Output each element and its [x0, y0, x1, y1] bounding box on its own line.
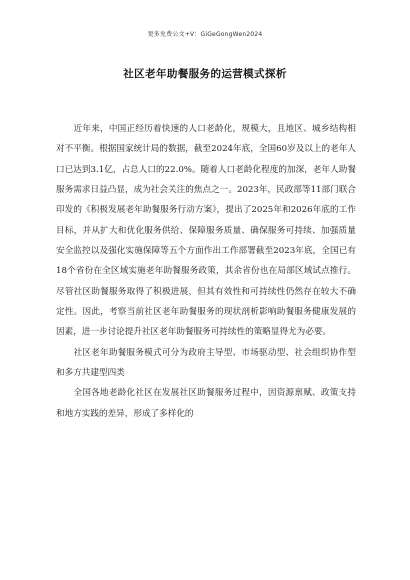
paragraph-intro: 近年来，中国正经历着快速的人口老龄化，规模大，且地区、城乡结构相对不平衡。根据国家统计局的数据，截至2024年底，全国60岁及以上的老年人口已达到3.1亿，占总人口的22.0%。随着人口老龄化程度的加深，老年人助餐服务需求日益凸显，成为社会关注的焦点之一。2023年，民政部等11部门联合印发的《积极发展老年助餐服务行动方案》，提出了2025年和2026年底的工作目标，并从扩大和优化服务供给、保障服务质量、确保服务可持续、加强质量安全监控以及强化实施保障等五个方面作出工作部署截至2023年底，全国已有18个省份在全区域实施老年助餐服务政策，其余省份也在局部区域试点推行。尽管社区助餐服务取得了积极进展，但其有效性和可持续性仍然存在较大不确定性。因此，考察当前社区老年助餐服务的现状剖析影响助餐服务健康发展的因素，进一步讨论提升社区老年助餐服务可持续性的策略显得尤为必要。 [56, 124, 356, 338]
document-title: 社区老年助餐服务的运营模式探析 [123, 68, 287, 80]
document-body [56, 119, 356, 424]
paragraph-models: 社区老年助餐服务模式可分为政府主导型、市场驱动型、社会组织协作型和多方共建型四类 [56, 347, 356, 379]
paragraph-practice: 全国各地老龄化社区在发展社区助餐服务过程中，因资源禀赋、政策支持和地方实践的差异，形成了多样化的 [56, 388, 356, 419]
header-note: 更多免费公文+V：GiGeGongWen2024 [147, 31, 263, 38]
